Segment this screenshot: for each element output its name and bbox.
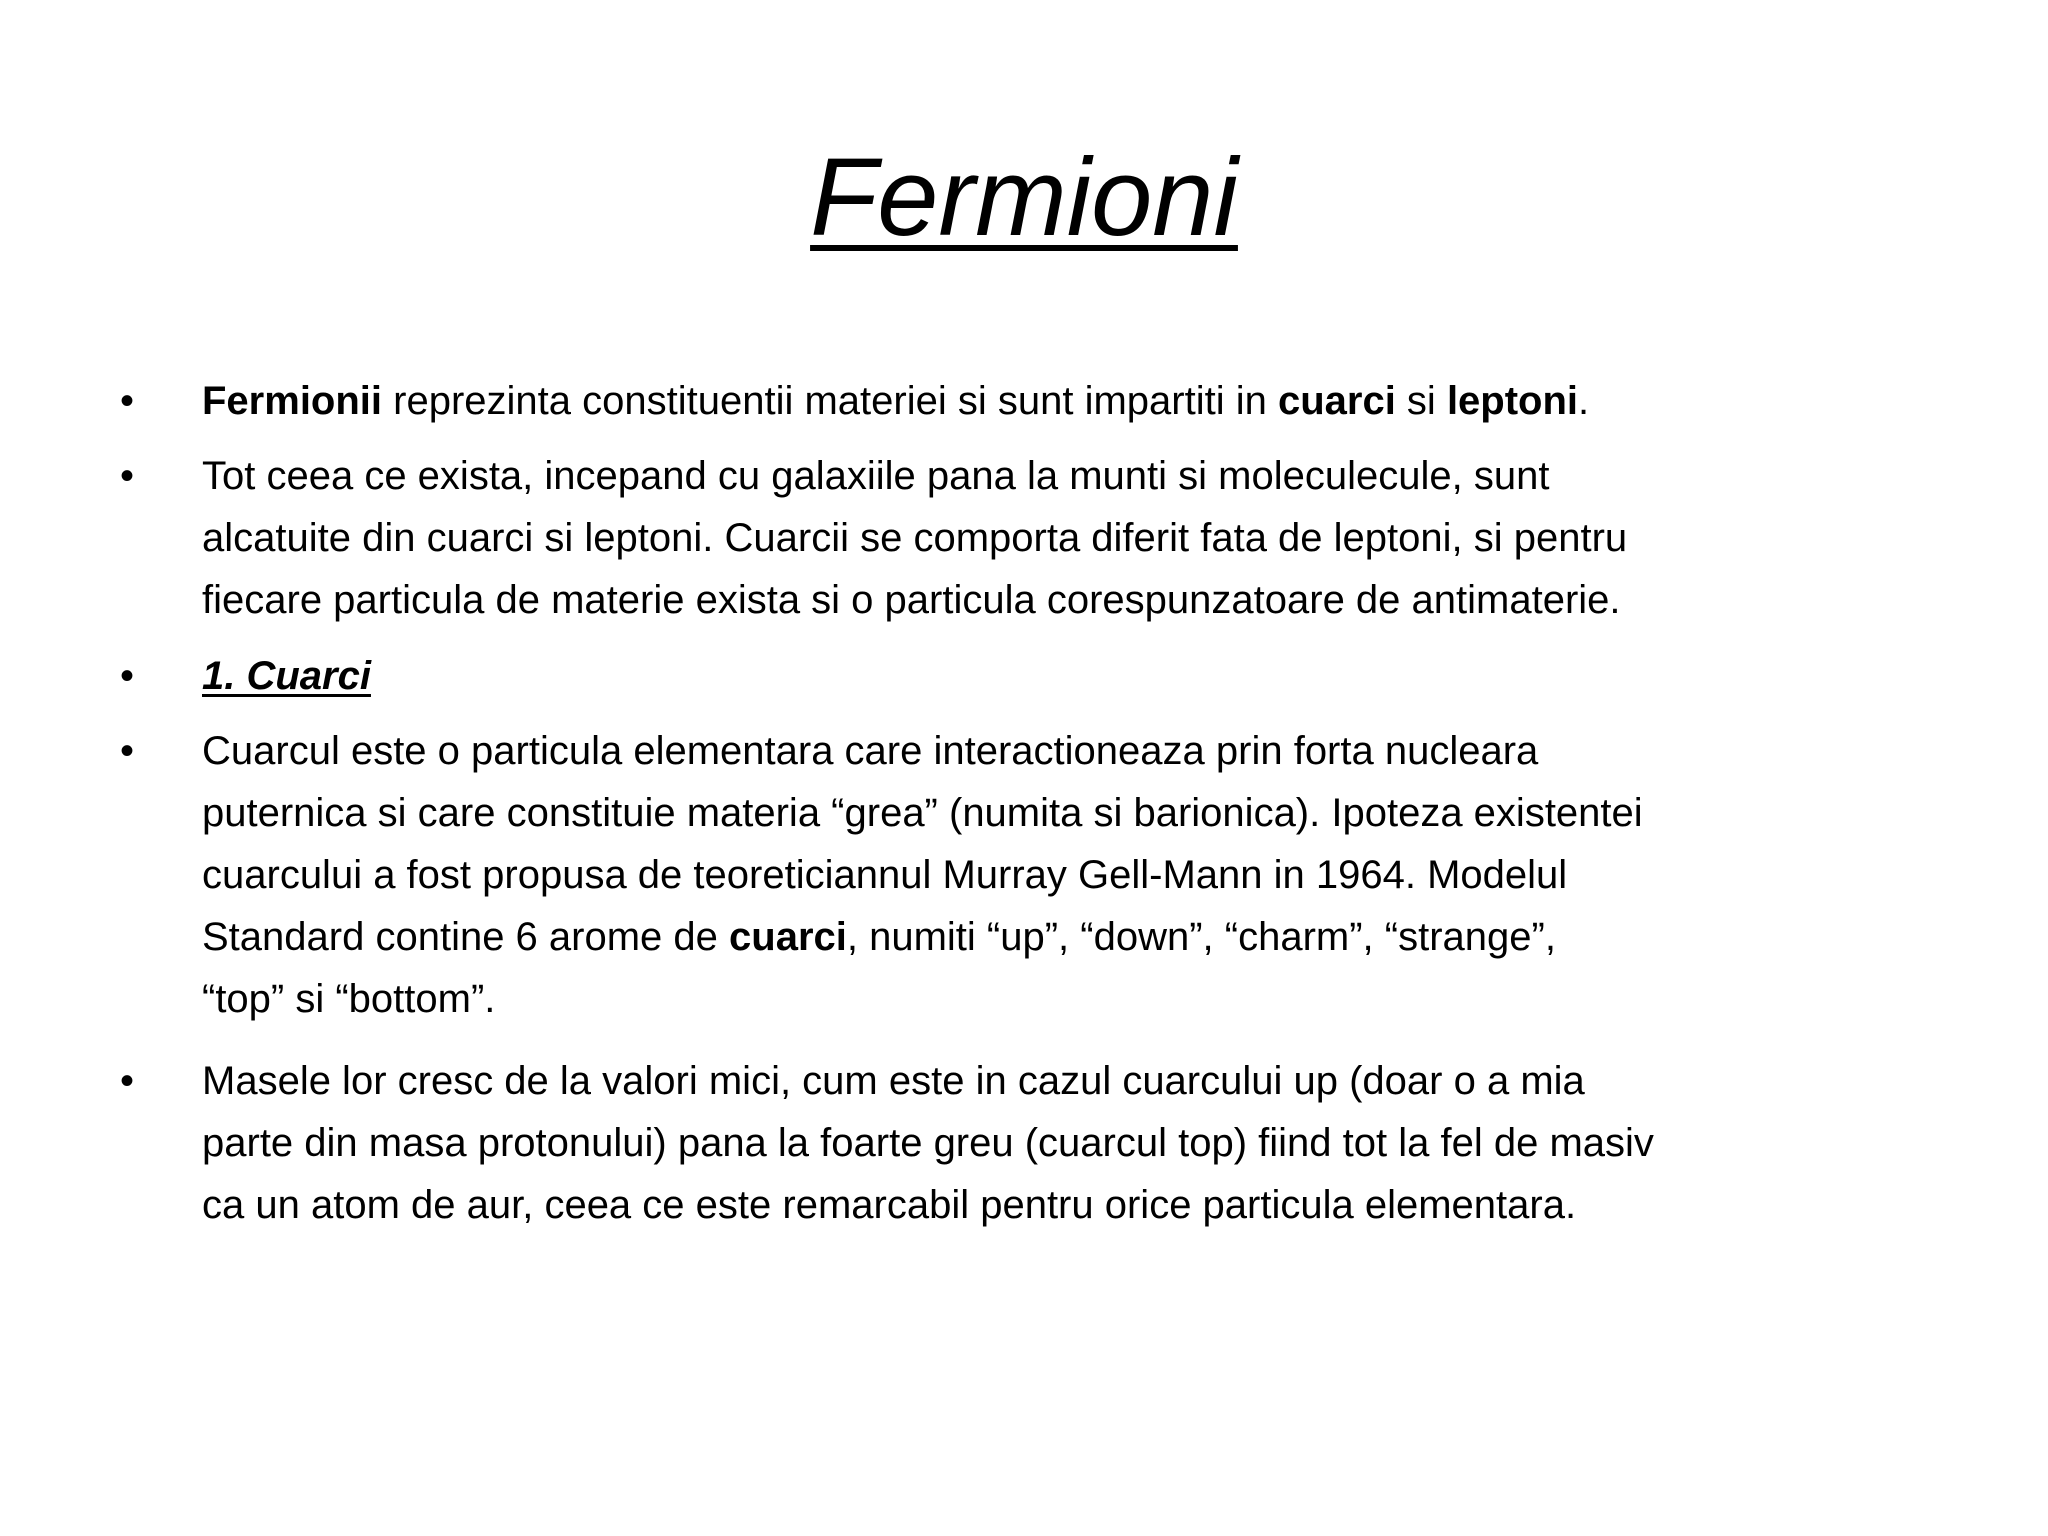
bullet-text [202, 720, 1962, 1030]
text-line: fiecare particula de materie exista si o particula corespunzatoare de antimaterie. [202, 578, 1621, 622]
bold-term: cuarci [1277, 379, 1396, 423]
bullet-text [202, 445, 1962, 631]
text-line: ca un atom de aur, ceea ce este remarcabil pentru orice particula elementara. [202, 1183, 1577, 1227]
bullet-dot-icon: • [120, 1059, 135, 1103]
text-line: Cuarcul este o particula elementara care interactioneaza prin forta nucleara [202, 729, 1539, 773]
text-line: parte din masa protonului) pana la foarte greu (cuarcul top) fiind tot la fel de masiv [202, 1121, 1654, 1165]
bullet-text [202, 645, 1962, 707]
bullet-dot-icon: • [120, 379, 135, 423]
bold-term: Fermionii [202, 379, 383, 423]
slide-title: Fermioni [810, 136, 1238, 259]
section-heading: 1. Cuarci [202, 654, 371, 698]
text-line: “top” si “bottom”. [202, 977, 496, 1021]
text-line: cuarcului a fost propusa de teoreticiannul Murray Gell-Mann in 1964. Modelul [202, 853, 1568, 897]
text-line: Tot ceea ce exista, incepand cu galaxiile pana la munti si moleculecule, sunt [202, 454, 1550, 498]
text-line: Masele lor cresc de la valori mici, cum este in cazul cuarcului up (doar o a mia [202, 1059, 1585, 1103]
bullet-text [202, 1050, 1962, 1236]
bold-term: leptoni [1446, 379, 1579, 423]
bold-term: cuarci [729, 915, 847, 959]
text-run: si [1395, 379, 1447, 423]
bullet-dot-icon: • [120, 654, 135, 698]
bullet-dot-icon: • [120, 454, 135, 498]
bullet-dot-icon: • [120, 729, 135, 773]
text-line: alcatuite din cuarci si leptoni. Cuarcii se comporta diferit fata de leptoni, si pentru [202, 516, 1628, 560]
text-line [202, 906, 1962, 968]
bullet-text [202, 370, 1962, 432]
text-run: Standard contine 6 arome de [202, 915, 730, 959]
text-run: . [1578, 379, 1590, 423]
text-run: reprezinta constituentii materiei si sunt impartiti in [382, 379, 1278, 423]
text-run: , numiti “up”, “down”, “charm”, “strange”, [846, 915, 1556, 959]
text-line: puternica si care constituie materia “grea” (numita si barionica). Ipoteza existentei [202, 791, 1643, 835]
